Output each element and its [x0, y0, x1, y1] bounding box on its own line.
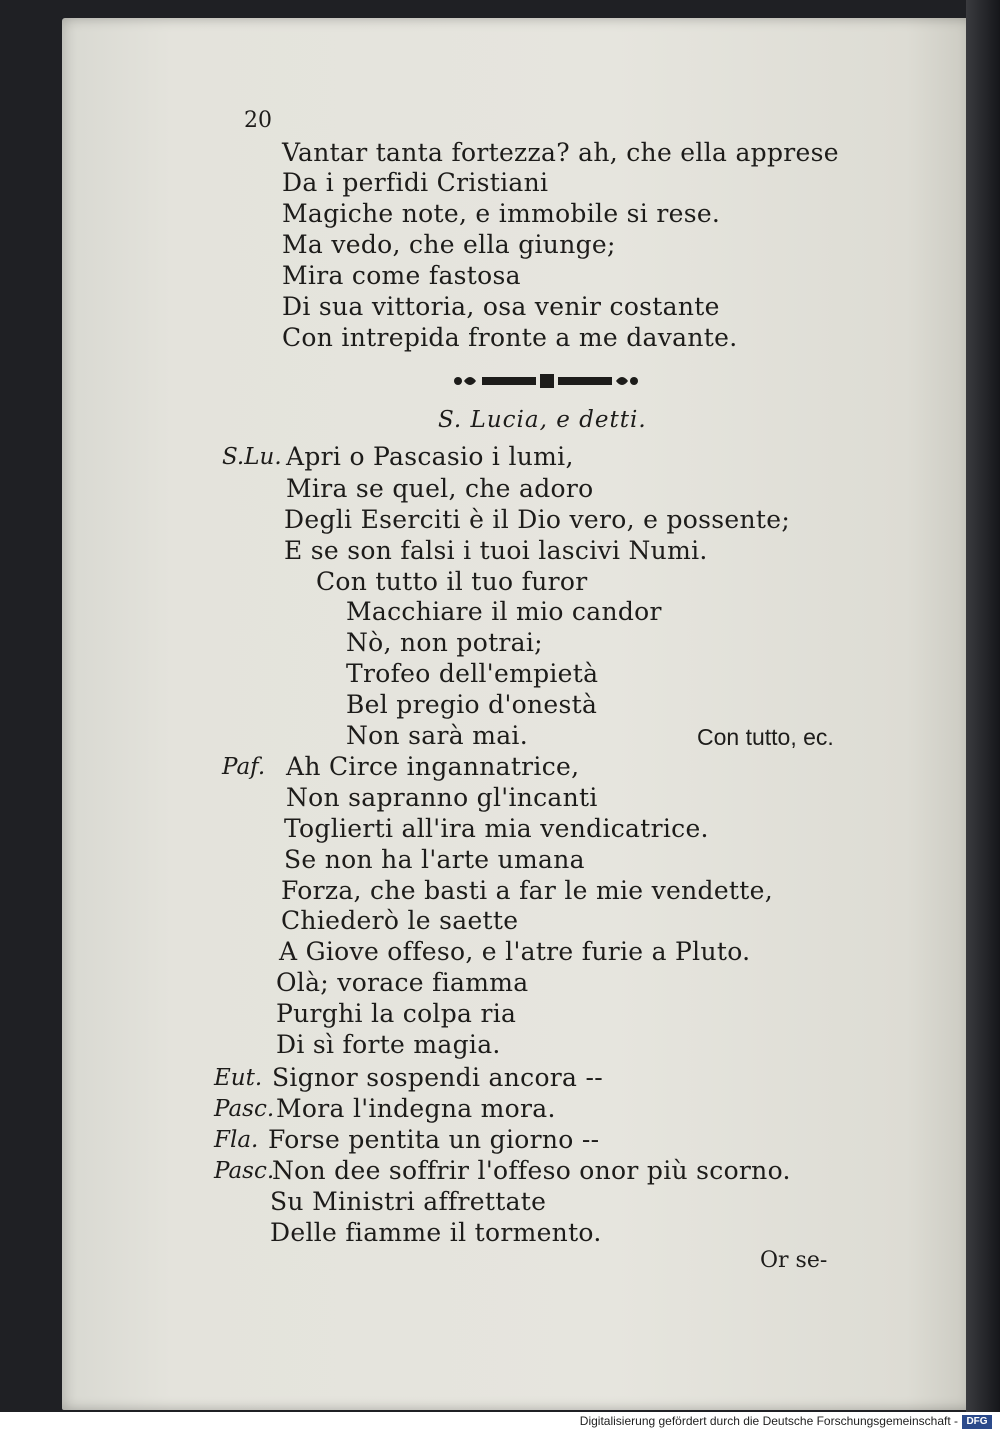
- verse-line: Degli Eserciti è il Dio vero, e possente;: [284, 505, 791, 534]
- verse-line: Di sua vittoria, osa venir costante: [282, 292, 720, 321]
- verse-line: Forza, che basti a far le mie vendette,: [281, 876, 773, 905]
- verse-line: Su Ministri affrettate: [270, 1187, 547, 1216]
- verse-line: A Giove offeso, e l'atre furie a Pluto.: [279, 937, 751, 966]
- speaker-label: Pasc.: [214, 1096, 275, 1122]
- verse-line: Mora l'indegna mora.: [276, 1094, 556, 1123]
- verse-line: Vantar tanta fortezza? ah, che ella apprese: [282, 138, 839, 167]
- footer-credit: Digitalisierung gefördert durch die Deutsche Forschungsgemeinschaft -: [579, 1414, 958, 1428]
- verse-line: Forse pentita un giorno --: [268, 1125, 600, 1154]
- verse-line: Di sì forte magia.: [276, 1030, 501, 1059]
- verse-line: Con intrepida fronte a me davante.: [282, 323, 738, 352]
- speaker-label: Pasc.: [214, 1158, 275, 1184]
- verse-line: Da i perfidi Cristiani: [282, 168, 549, 197]
- verse-line: Se non ha l'arte umana: [284, 845, 585, 874]
- digitization-footer: [0, 1412, 1000, 1432]
- verse-line: Magiche note, e immobile si rese.: [282, 199, 721, 228]
- verse-line: Trofeo dell'empietà: [346, 659, 599, 688]
- speaker-label: Fla.: [214, 1127, 259, 1153]
- verse-line: Ah Circe ingannatrice,: [286, 752, 580, 781]
- verse-line: Purghi la colpa ria: [276, 999, 517, 1028]
- scene-heading: S. Lucia, e detti.: [438, 407, 647, 433]
- speaker-label: S.Lu.: [222, 444, 282, 470]
- verse-line: Non sapranno gl'incanti: [286, 783, 598, 812]
- verse-line: Mira se quel, che adoro: [286, 474, 594, 503]
- verse-line: Ma vedo, che ella giunge;: [282, 230, 616, 259]
- speaker-label: Paf.: [222, 754, 266, 780]
- ornament-divider: [450, 370, 642, 392]
- verse-line: Chiederò le saette: [281, 906, 519, 935]
- verse-line: Apri o Pascasio i lumi,: [286, 442, 574, 471]
- verse-line: Olà; vorace fiamma: [276, 968, 529, 997]
- book-spine: [966, 0, 1000, 1412]
- verse-line: Bel pregio d'onestà: [346, 690, 598, 719]
- verse-line: E se son falsi i tuoi lascivi Numi.: [284, 536, 708, 565]
- page-number: 20: [244, 108, 272, 133]
- catchword: Or se-: [760, 1248, 828, 1273]
- dfg-logo: DFG: [962, 1415, 992, 1429]
- repeat-cue: Con tutto, ec.: [697, 724, 834, 750]
- verse-line: Macchiare il mio candor: [346, 597, 662, 626]
- verse-line: Delle fiamme il tormento.: [270, 1218, 602, 1247]
- verse-line: Non dee soffrir l'offeso onor più scorno.: [272, 1156, 791, 1185]
- verse-line: Nò, non potrai;: [346, 628, 543, 657]
- verse-line: Toglierti all'ira mia vendicatrice.: [284, 814, 709, 843]
- verse-line: Con tutto il tuo furor: [316, 567, 588, 596]
- speaker-label: Eut.: [214, 1065, 263, 1091]
- verse-line: Signor sospendi ancora --: [272, 1063, 603, 1092]
- verse-line: Non sarà mai.: [346, 721, 528, 750]
- verse-line: Mira come fastosa: [282, 261, 521, 290]
